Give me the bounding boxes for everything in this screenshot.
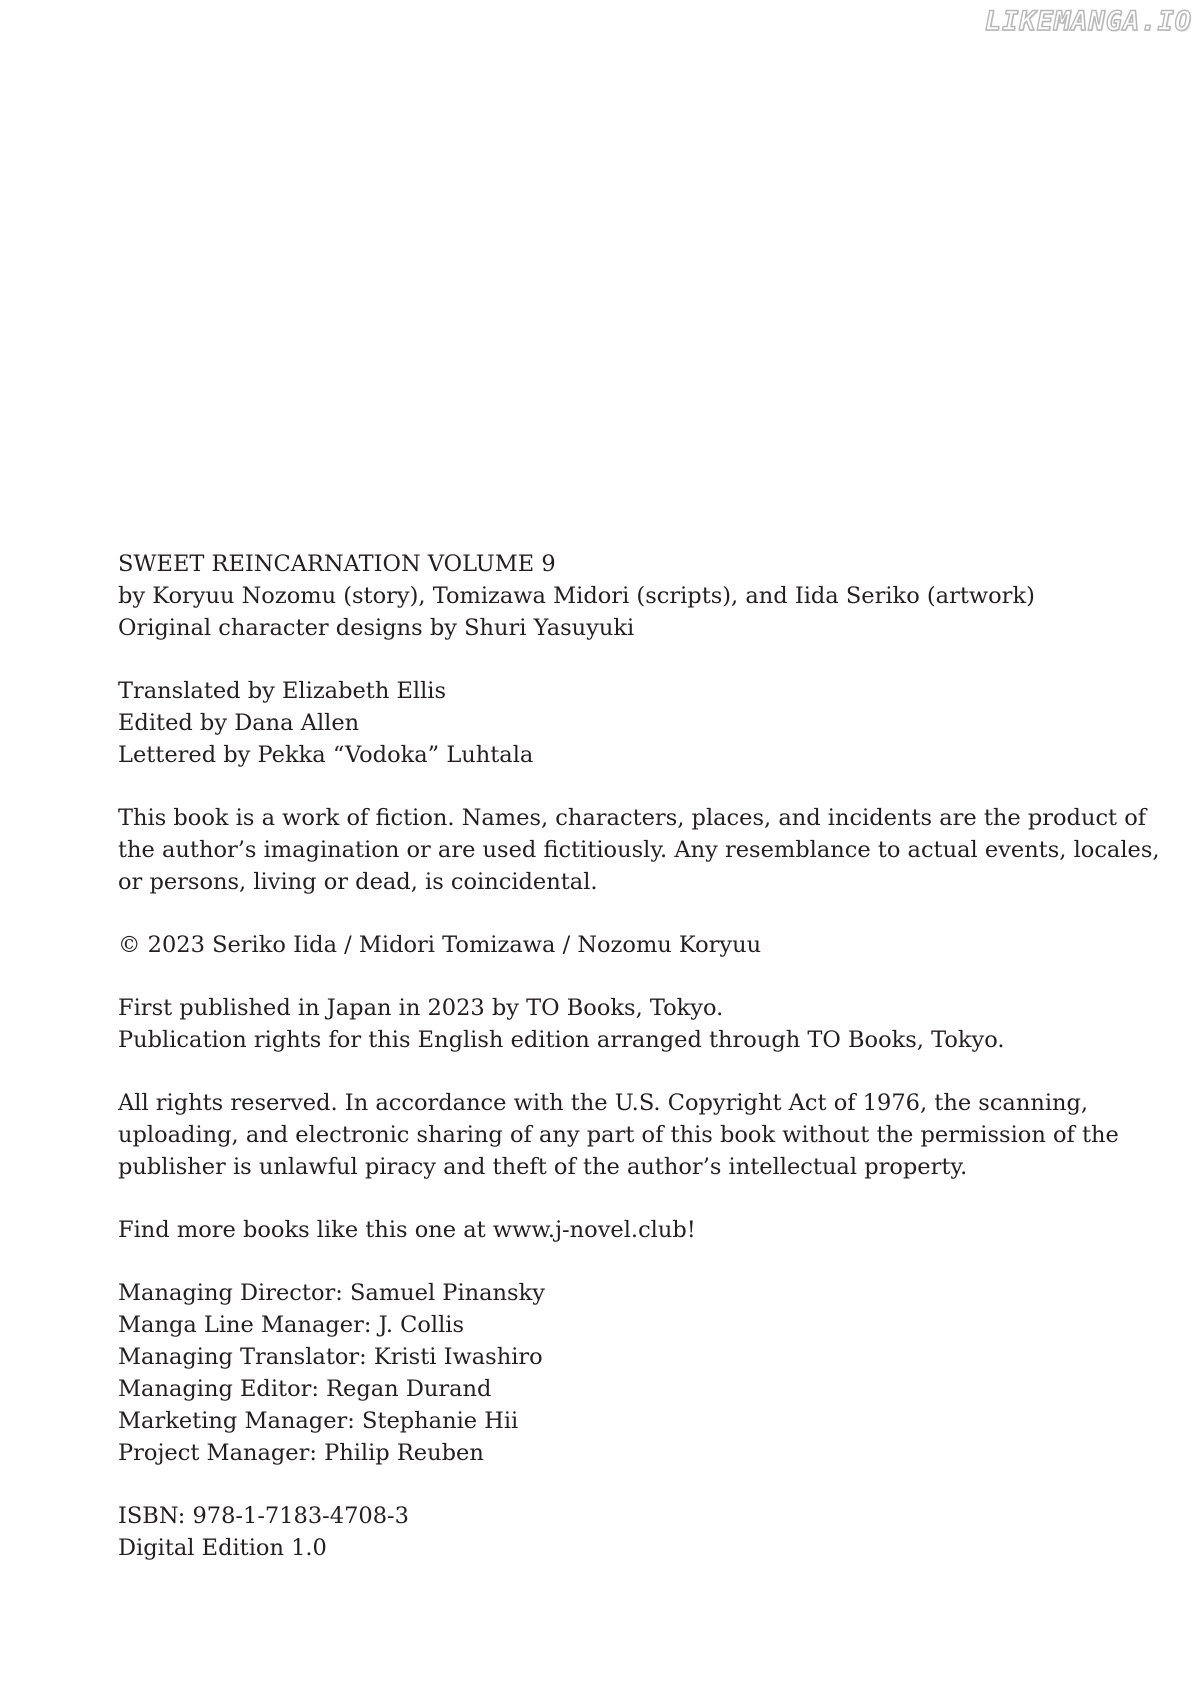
character-designs-line: Original character designs by Shuri Yasuyuki (118, 615, 635, 641)
authors-line: by Koryuu Nozomu (story), Tomizawa Midori (scripts), and Iida Seriko (artwork) (118, 583, 1035, 609)
manga-line-manager-line: Manga Line Manager: J. Collis (118, 1312, 465, 1338)
credits-page (118, 548, 1160, 1595)
disclaimer-line: or persons, living or dead, is coincidental. (118, 869, 598, 895)
managing-editor-line: Managing Editor: Regan Durand (118, 1376, 492, 1402)
more-books-line: Find more books like this one at www.j-novel.club! (118, 1217, 696, 1243)
edition-line: Digital Edition 1.0 (118, 1535, 327, 1561)
title-block (118, 548, 1118, 644)
publication-block (118, 992, 1118, 1056)
disclaimer-line: This book is a work of fiction. Names, characters, places, and incidents are the product of (118, 805, 1147, 831)
first-published-line: First published in Japan in 2023 by TO Books, Tokyo. (118, 995, 724, 1021)
managing-director-line: Managing Director: Samuel Pinansky (118, 1280, 545, 1306)
publication-rights-line: Publication rights for this English edition arranged through TO Books, Tokyo. (118, 1027, 1005, 1053)
letterer-line: Lettered by Pekka “Vodoka” Luhtala (118, 742, 534, 768)
site-watermark: LIKEMANGA.IO (984, 6, 1192, 37)
more-books-block (118, 1214, 1118, 1246)
staff-block (118, 675, 1118, 771)
project-manager-line: Project Manager: Philip Reuben (118, 1440, 484, 1466)
copyright-block (118, 929, 1118, 961)
rights-line: uploading, and electronic sharing of any part of this book without the permission of the (118, 1122, 1119, 1148)
rights-block (118, 1087, 1118, 1183)
rights-line: All rights reserved. In accordance with the U.S. Copyright Act of 1976, the scanning, (118, 1090, 1089, 1116)
isbn-block (118, 1500, 1118, 1564)
marketing-manager-line: Marketing Manager: Stephanie Hii (118, 1408, 519, 1434)
editor-line: Edited by Dana Allen (118, 710, 360, 736)
disclaimer-line: the author’s imagination or are used fictitiously. Any resemblance to actual events, locales, (118, 837, 1160, 863)
rights-line: publisher is unlawful piracy and theft of the author’s intellectual property. (118, 1154, 968, 1180)
management-block (118, 1277, 1118, 1469)
book-title: SWEET REINCARNATION VOLUME 9 (118, 551, 556, 577)
isbn-line: ISBN: 978-1-7183-4708-3 (118, 1503, 409, 1529)
disclaimer-block (118, 802, 1160, 898)
managing-translator-line: Managing Translator: Kristi Iwashiro (118, 1344, 543, 1370)
copyright-line: © 2023 Seriko Iida / Midori Tomizawa / Nozomu Koryuu (118, 932, 762, 958)
translator-line: Translated by Elizabeth Ellis (118, 678, 447, 704)
